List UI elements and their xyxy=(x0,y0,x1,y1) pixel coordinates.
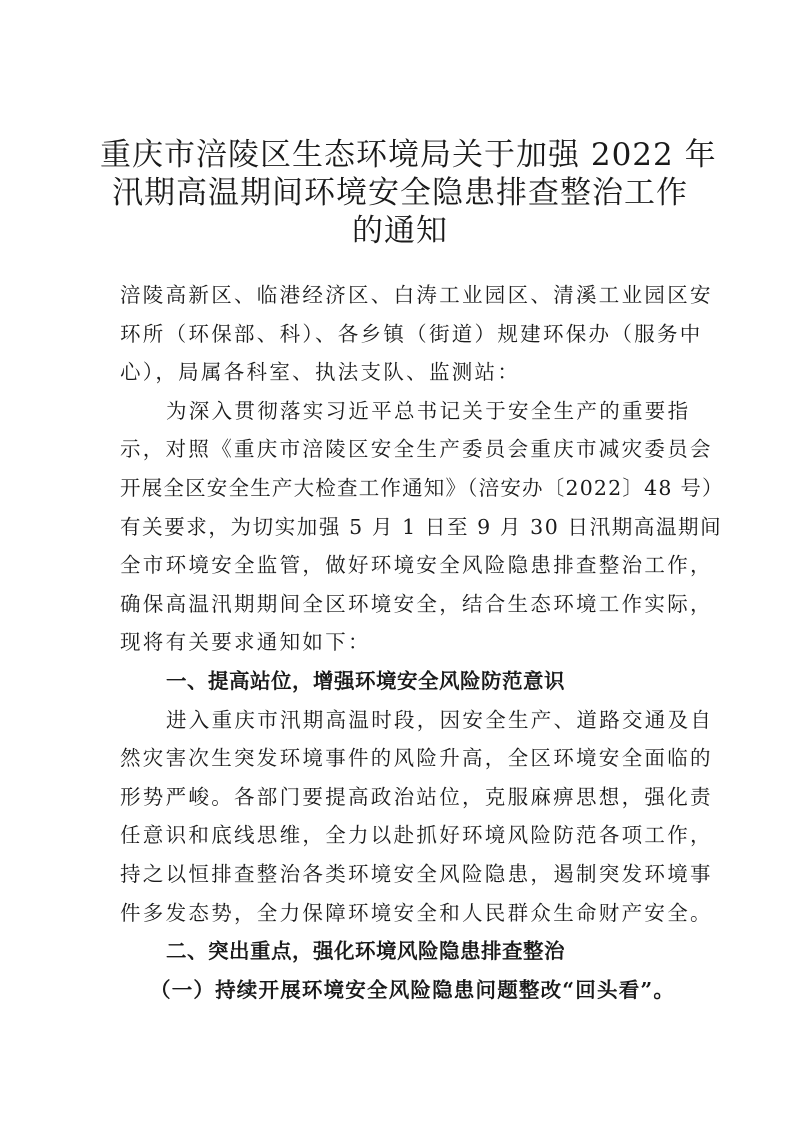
paragraph-line: 形势严峻。各部门要提高政治站位，克服麻痹思想，强化责 xyxy=(120,784,713,809)
paragraph-line: 持之以恒排查整治各类环境安全风险隐患，遏制突发环境事 xyxy=(120,861,713,886)
addressee-line: 心），局属各科室、执法支队、监测站： xyxy=(120,360,521,385)
document-body xyxy=(120,276,724,1009)
paragraph-line: 进入重庆市汛期高温时段，因安全生产、道路交通及自 xyxy=(166,707,714,732)
title-line: 汛期高温期间环境安全隐患排查整治工作 xyxy=(112,175,688,211)
paragraph-line: 然灾害次生突发环境事件的风险升高，全区环境安全面临的 xyxy=(120,746,713,771)
paragraph-line: 件多发态势，全力保障环境安全和人民群众生命财产安全。 xyxy=(120,900,713,925)
title-line: 重庆市涪陵区生态环境局关于加强 2022 年 xyxy=(100,137,717,173)
addressee-line: 涪陵高新区、临港经济区、白涛工业园区、清溪工业园区安 xyxy=(120,283,713,307)
paragraph-line: 开展全区安全生产大检查工作通知》（涪安办〔2022〕48 号） xyxy=(120,475,724,500)
paragraph-line: 有关要求，为切实加强 5 月 1 日至 9 月 30 日汛期高温期间 xyxy=(120,514,723,539)
paragraph-line: 示，对照《重庆市涪陵区安全生产委员会重庆市减灾委员会 xyxy=(120,437,713,462)
subsection-heading: （一）持续开展环境安全风险隐患问题整改“回头看”。 xyxy=(150,977,676,1002)
addressee-line: 环所（环保部、科）、各乡镇（街道）规建环保办（服务中 xyxy=(120,321,703,346)
paragraph-line: 确保高温汛期期间全区环境安全，结合生态环境工作实际， xyxy=(120,591,713,616)
section-heading-2: 二、突出重点，强化环境风险隐患排查整治 xyxy=(166,939,565,964)
section-heading-1: 一、提高站位，增强环境安全风险防范意识 xyxy=(166,668,565,693)
paragraph-line: 任意识和底线思维，全力以赴抓好环境风险防范各项工作， xyxy=(120,823,713,848)
title-line: 的通知 xyxy=(352,213,448,249)
paragraph-line: 为深入贯彻落实习近平总书记关于安全生产的重要指 xyxy=(166,398,691,423)
document-title xyxy=(100,136,717,250)
paragraph-line: 全市环境安全监管，做好环境安全风险隐患排查整治工作， xyxy=(120,553,713,578)
paragraph-line: 现将有关要求通知如下： xyxy=(120,630,371,655)
